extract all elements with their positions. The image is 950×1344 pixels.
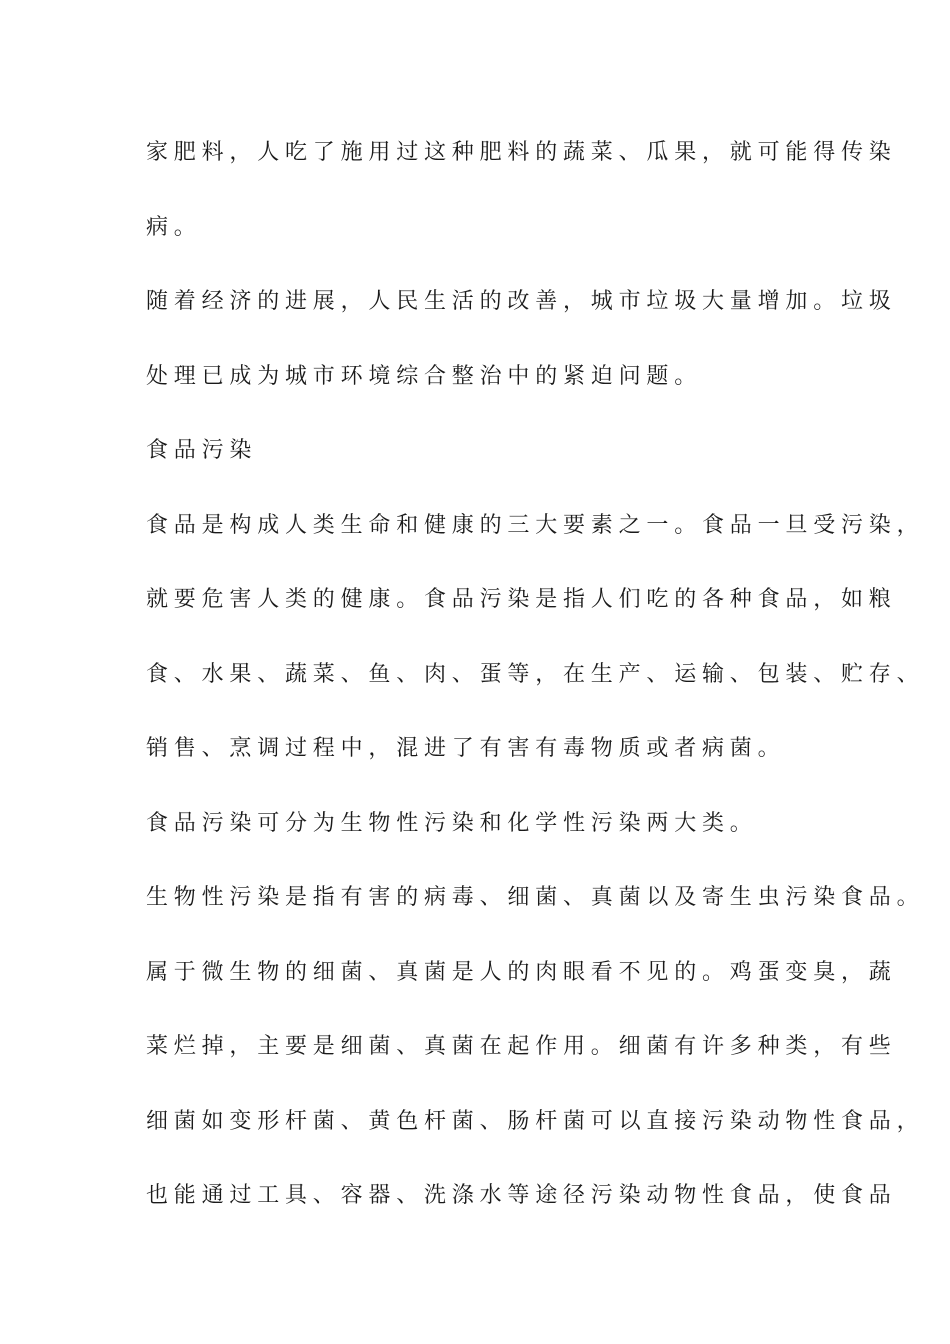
text-line: 食品污染可分为生物性污染和化学性污染两大类。 bbox=[146, 810, 758, 836]
text-line: 处理已成为城市环境综合整治中的紧迫问题。 bbox=[146, 363, 703, 389]
text-line: 也能通过工具、容器、洗涤水等途径污染动物性食品，使食品 bbox=[146, 1183, 897, 1208]
text-line: 就要危害人类的健康。食品污染是指人们吃的各种食品，如粮 bbox=[146, 587, 897, 612]
section-heading: 食品污染 bbox=[146, 438, 258, 463]
text-line: 细菌如变形杆菌、黄色杆菌、肠杆菌可以直接污染动物性食品， bbox=[146, 1108, 925, 1134]
text-line: 病。 bbox=[146, 214, 202, 240]
text-line: 销售、烹调过程中，混进了有害有毒物质或者病菌。 bbox=[146, 736, 786, 761]
text-line: 生物性污染是指有害的病毒、细菌、真菌以及寄生虫污染食品。 bbox=[146, 885, 925, 910]
text-line: 随着经济的进展，人民生活的改善，城市垃圾大量增加。垃圾 bbox=[146, 289, 897, 314]
text-line: 家肥料，人吃了施用过这种肥料的蔬菜、瓜果，就可能得传染 bbox=[146, 140, 897, 165]
text-line: 食、水果、蔬菜、鱼、肉、蛋等，在生产、运输、包装、贮存、 bbox=[146, 661, 925, 687]
text-line: 属于微生物的细菌、真菌是人的肉眼看不见的。鸡蛋变臭，蔬 bbox=[146, 959, 897, 985]
text-line: 菜烂掉，主要是细菌、真菌在起作用。细菌有许多种类，有些 bbox=[146, 1034, 897, 1059]
document-body bbox=[146, 131, 925, 1249]
text-line: 食品是构成人类生命和健康的三大要素之一。食品一旦受污染， bbox=[146, 512, 925, 538]
